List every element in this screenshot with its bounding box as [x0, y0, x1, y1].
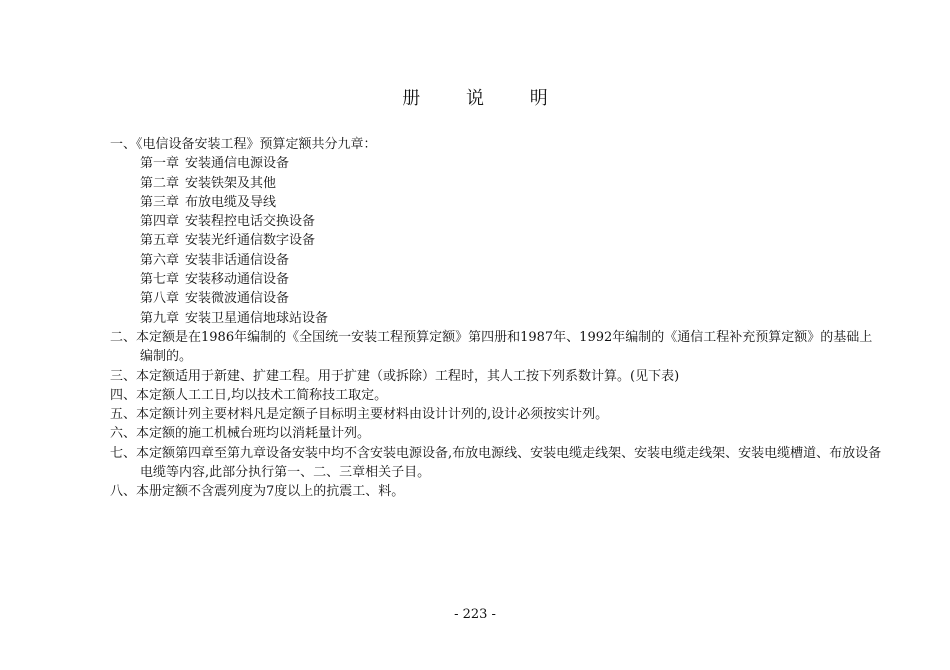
chapter-number: 第八章 — [140, 291, 180, 307]
chapter-name: 安装移动通信设备 — [185, 272, 290, 288]
chapter-item — [110, 212, 885, 231]
chapter-item — [110, 309, 885, 328]
item-8: 八、本册定额不含震列度为7度以上的抗震工、料。 — [110, 484, 405, 500]
chapter-item — [110, 289, 885, 308]
chapter-name: 安装卫星通信地球站设备 — [185, 310, 329, 326]
chapter-name: 安装程控电话交换设备 — [185, 214, 316, 230]
explanation-body — [110, 135, 885, 502]
chapter-name: 安装光纤通信数字设备 — [185, 233, 316, 249]
item-6: 六、本定额的施工机械台班均以消耗量计列。 — [110, 426, 371, 442]
chapter-item — [110, 231, 885, 250]
page-title: 册 说 明 — [402, 88, 568, 109]
chapter-name: 安装微波通信设备 — [185, 291, 290, 307]
item-3: 三、本定额适用于新建、扩建工程。用于扩建（或拆除）工程时，其人工按下列系数计算。(见下表) — [110, 368, 680, 384]
chapter-item — [110, 193, 885, 212]
chapter-number: 第五章 — [140, 233, 180, 249]
item-5: 五、本定额计列主要材料凡是定额子目标明主要材料由设计计列的,设计必须按实计列。 — [110, 407, 609, 423]
chapter-number: 第七章 — [140, 272, 180, 288]
item-4: 四、本定额人工工日,均以技术工简称技工取定。 — [110, 387, 388, 403]
chapter-name: 安装非话通信设备 — [185, 252, 290, 268]
chapter-number: 第三章 — [140, 194, 180, 210]
page-number: - 223 - — [454, 607, 496, 622]
chapter-number: 第六章 — [140, 252, 180, 268]
item-2: 二、本定额是在1986年编制的《全国统一安装工程预算定额》第四册和1987年、1992年编制的《通信工程补充预算定额》的基础上编制的。 — [110, 329, 873, 365]
chapter-number: 第二章 — [140, 175, 180, 191]
chapter-item — [110, 174, 885, 193]
chapter-list — [110, 154, 885, 328]
chapter-number: 第一章 — [140, 156, 180, 172]
chapter-name: 安装铁架及其他 — [185, 175, 277, 191]
chapter-name: 安装通信电源设备 — [185, 156, 290, 172]
chapter-number: 第四章 — [140, 214, 180, 230]
chapter-item — [110, 270, 885, 289]
chapter-item — [110, 251, 885, 270]
item-7: 七、本定额第四章至第九章设备安装中均不含安装电源设备,布放电源线、安装电缆走线架、安装电缆走线架、安装电缆槽道、布放设备电缆等内容,此部分执行第一、二、三章相关子目。 — [110, 445, 882, 481]
chapter-item — [110, 154, 885, 173]
chapter-number: 第九章 — [140, 310, 180, 326]
chapter-name: 布放电缆及导线 — [185, 194, 277, 210]
item-1: 一、《电信设备安装工程》预算定额共分九章： — [110, 137, 377, 152]
